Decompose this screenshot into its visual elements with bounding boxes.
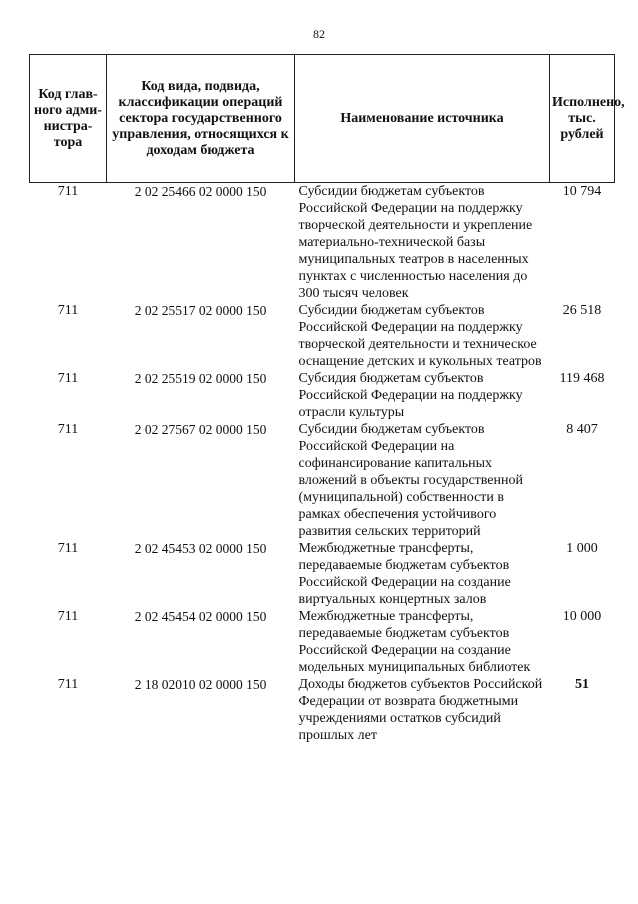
source-name-cell: Субсидия бюджетам субъектов Российской Федерации на поддержку отрасли культуры	[298, 371, 523, 420]
classification-code-cell: 2 02 25517 02 0000 150	[134, 303, 267, 318]
amount-cell: 119 468	[559, 371, 605, 386]
admin-code-cell: 711	[57, 184, 79, 199]
table-row	[30, 540, 615, 608]
amount-cell: 10 794	[562, 184, 602, 199]
classification-code-cell: 2 02 45453 02 0000 150	[134, 541, 267, 556]
classification-code-cell: 2 02 25466 02 0000 150	[134, 184, 267, 199]
amount-cell: 8 407	[566, 422, 598, 437]
admin-code-cell: 711	[57, 303, 79, 318]
classification-code-cell: 2 02 25519 02 0000 150	[134, 371, 267, 386]
admin-code-cell: 711	[57, 609, 79, 624]
table-row	[30, 370, 615, 421]
table-row	[30, 676, 615, 744]
revenue-table	[29, 54, 625, 744]
table-row	[30, 183, 615, 303]
header-classification-code: Код вида, подвида, классификации операций сектора государственного управления, относящихся к доходам бюджета	[107, 55, 295, 183]
source-name-cell: Субсидии бюджетам субъектов Российской Федерации на поддержку творческой деятельности и укрепление материально-технической базы муниципальных театров в населенных пунктах с численностью населения до 300 тысяч человек	[298, 184, 533, 301]
classification-code-cell: 2 02 45454 02 0000 150	[134, 609, 267, 624]
source-name-cell: Межбюджетные трансферты, передаваемые бюджетам субъектов Российской Федерации на создание виртуальных концертных залов	[298, 541, 511, 607]
classification-code-cell: 2 02 27567 02 0000 150	[134, 422, 267, 437]
amount-cell: 1 000	[566, 541, 598, 556]
amount-cell: 10 000	[562, 609, 602, 624]
header-executed-amount: Исполнено, тыс. рублей	[550, 55, 615, 183]
classification-code-cell: 2 18 02010 02 0000 150	[134, 677, 267, 692]
header-source-name: Наименование источника	[295, 55, 550, 183]
table-row	[30, 608, 615, 676]
source-name-cell: Субсидии бюджетам субъектов Российской Федерации на поддержку творческой деятельности и техническое оснащение детских и кукольных театров	[298, 303, 542, 369]
amount-cell: 51	[575, 677, 589, 692]
admin-code-cell: 711	[57, 422, 79, 437]
table-row	[30, 302, 615, 370]
table-header-row	[30, 55, 615, 183]
source-name-cell: Субсидии бюджетам субъектов Российской Федерации на софинансирование капитальных вложений в объекты государственной (муниципальной) собственности в рамках обеспечения устойчивого развития сельских территорий	[298, 422, 523, 539]
source-name-cell: Межбюджетные трансферты, передаваемые бюджетам субъектов Российской Федерации на создание модельных муниципальных библиотек	[298, 609, 531, 675]
admin-code-cell: 711	[57, 371, 79, 386]
source-name-cell: Доходы бюджетов субъектов Российской Федерации от возврата бюджетными учреждениями остатков субсидий прошлых лет	[298, 677, 543, 743]
table-body	[30, 183, 615, 745]
amount-cell: 26 518	[562, 303, 602, 318]
header-admin-code: Код глав-ного адми-нистра-тора	[30, 55, 107, 183]
admin-code-cell: 711	[57, 541, 79, 556]
page-number: 82	[313, 27, 325, 41]
table-row	[30, 421, 615, 540]
admin-code-cell: 711	[57, 677, 79, 692]
